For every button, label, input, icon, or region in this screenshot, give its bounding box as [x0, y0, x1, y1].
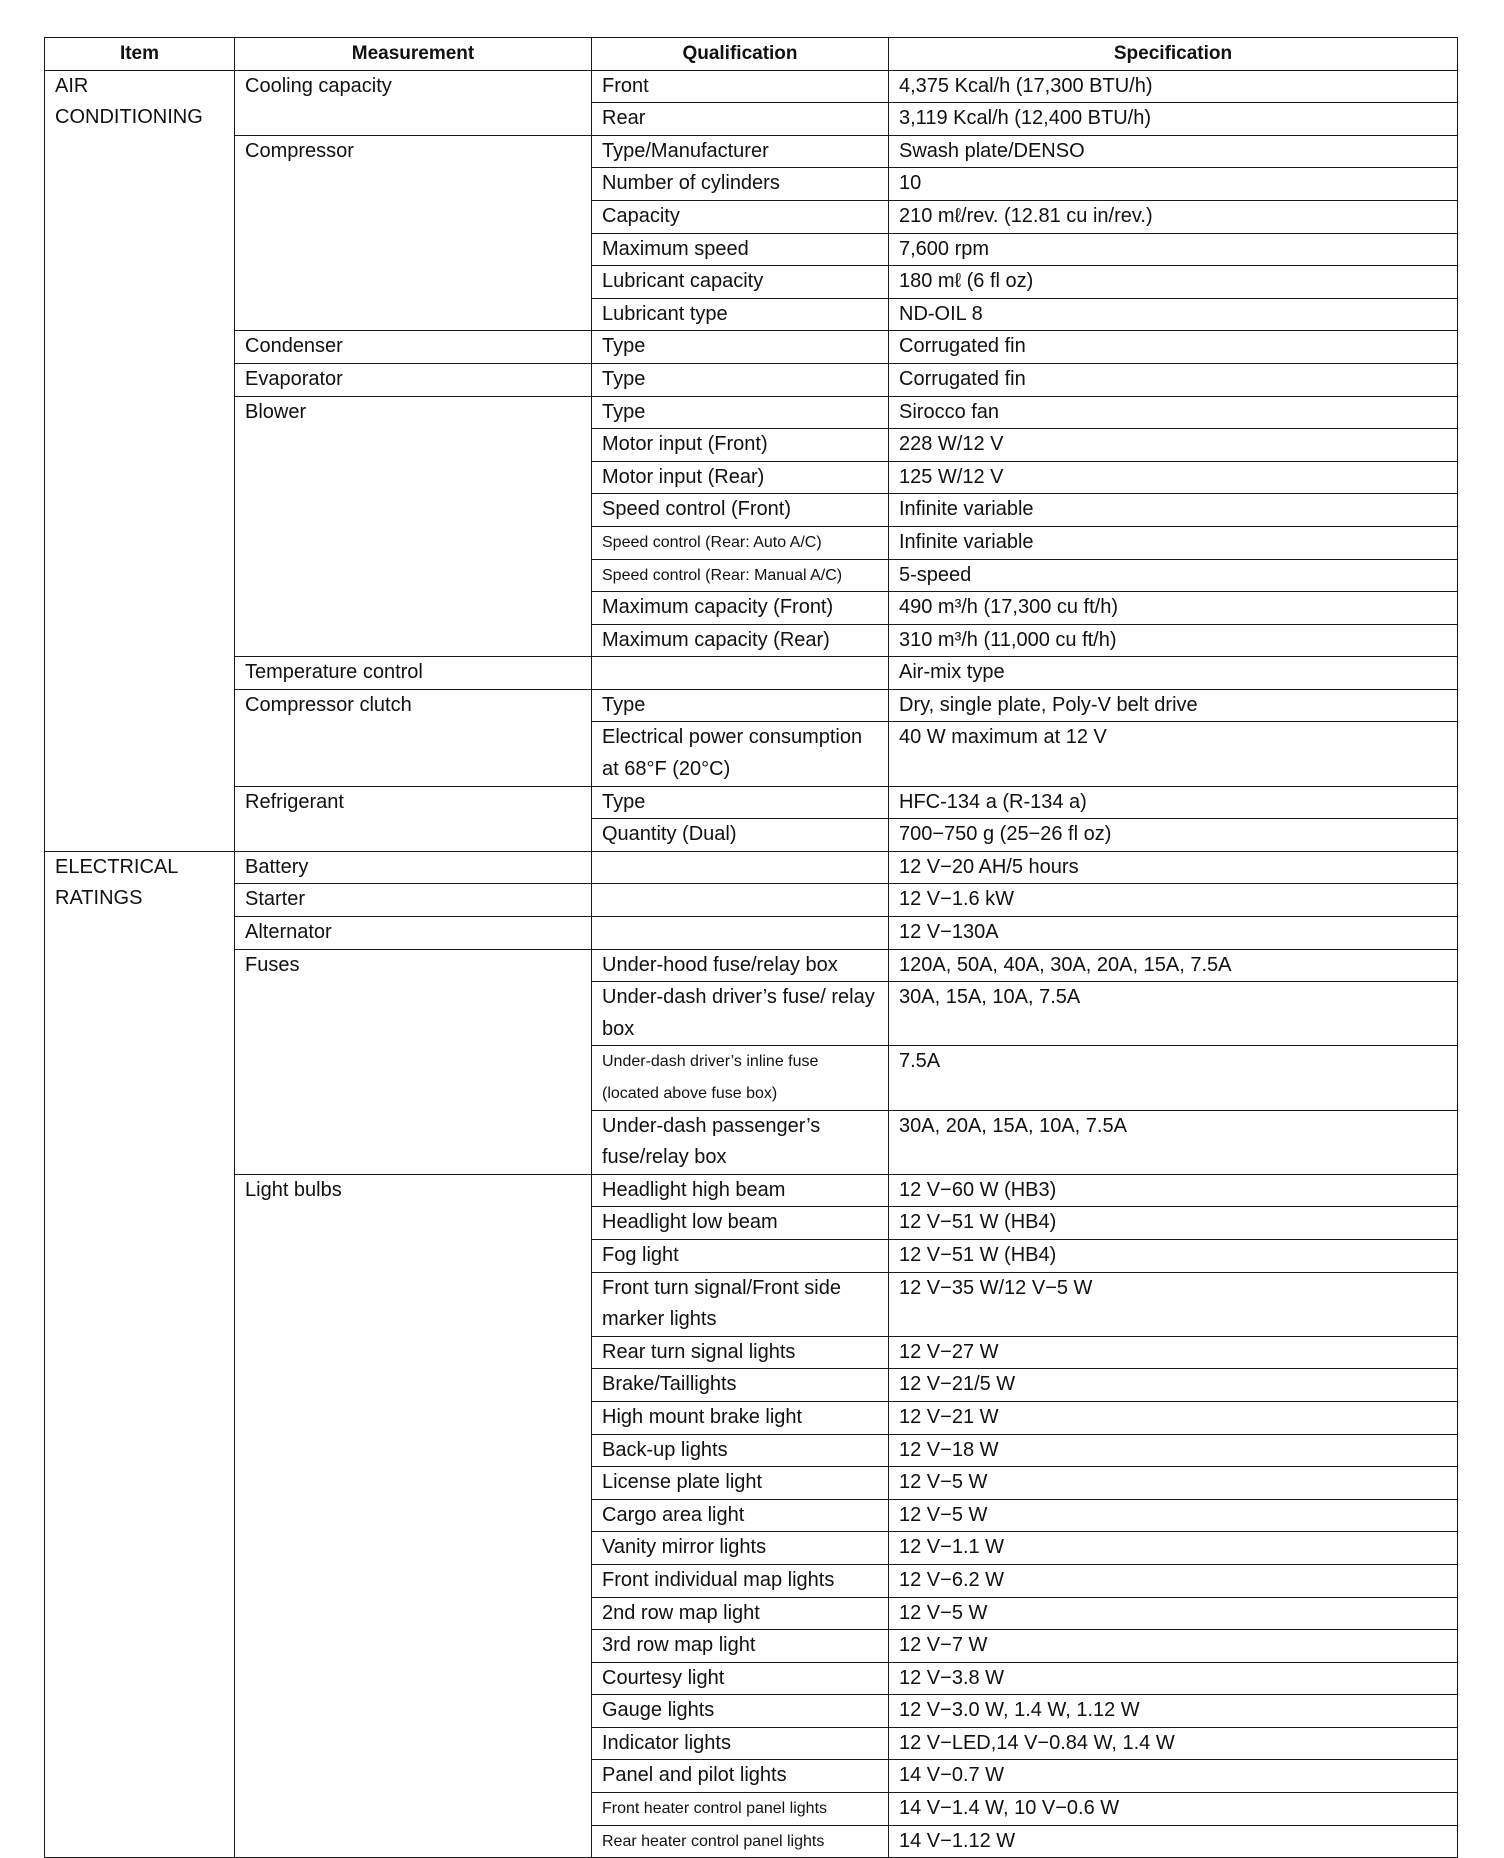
- specification-cell: 12 V−3.8 W: [889, 1662, 1458, 1695]
- table-row: [45, 884, 1458, 917]
- qualification-cell: Maximum capacity (Front): [592, 592, 889, 625]
- qualification-cell: Type/Manufacturer: [592, 135, 889, 168]
- table-row: [45, 949, 1458, 982]
- specification-cell: 14 V−0.7 W: [889, 1760, 1458, 1793]
- specification-cell: 4,375 Kcal/h (17,300 BTU/h): [889, 70, 1458, 103]
- specification-cell: 12 V−7 W: [889, 1630, 1458, 1663]
- qualification-cell: Type: [592, 363, 889, 396]
- measurement-cell: Alternator: [235, 917, 592, 950]
- specification-cell: 120A, 50A, 40A, 30A, 20A, 15A, 7.5A: [889, 949, 1458, 982]
- specification-cell: 125 W/12 V: [889, 461, 1458, 494]
- table-row: [45, 786, 1458, 819]
- measurement-cell: Temperature control: [235, 657, 592, 690]
- qualification-cell: Lubricant type: [592, 298, 889, 331]
- qualification-cell: Rear heater control panel lights: [592, 1825, 889, 1858]
- qualification-cell: Headlight low beam: [592, 1207, 889, 1240]
- qualification-cell: High mount brake light: [592, 1401, 889, 1434]
- header-item: Item: [45, 38, 235, 71]
- specification-cell: 14 V−1.4 W, 10 V−0.6 W: [889, 1793, 1458, 1826]
- item-cell: AIR CONDITIONING: [45, 70, 235, 851]
- specification-cell: 12 V−5 W: [889, 1597, 1458, 1630]
- specification-cell: 30A, 15A, 10A, 7.5A: [889, 982, 1458, 1046]
- table-row: [45, 689, 1458, 722]
- qualification-cell: Gauge lights: [592, 1695, 889, 1728]
- qualification-cell: Type: [592, 396, 889, 429]
- specification-cell: Swash plate/DENSO: [889, 135, 1458, 168]
- header-row: [45, 38, 1458, 71]
- table-row: [45, 331, 1458, 364]
- qualification-cell: Type: [592, 689, 889, 722]
- qualification-cell: Rear turn signal lights: [592, 1336, 889, 1369]
- specification-cell: 12 V−51 W (HB4): [889, 1239, 1458, 1272]
- table-row: [45, 135, 1458, 168]
- table-row: [45, 70, 1458, 103]
- specification-cell: 12 V−1.1 W: [889, 1532, 1458, 1565]
- spec-table: [44, 37, 1458, 1858]
- specification-cell: 700−750 g (25−26 fl oz): [889, 819, 1458, 852]
- qualification-cell: Under-dash passenger’s fuse/relay box: [592, 1110, 889, 1174]
- qualification-cell: Brake/Taillights: [592, 1369, 889, 1402]
- specification-cell: 12 V−5 W: [889, 1499, 1458, 1532]
- qualification-cell: Maximum capacity (Rear): [592, 624, 889, 657]
- qualification-cell: Quantity (Dual): [592, 819, 889, 852]
- qualification-cell: Fog light: [592, 1239, 889, 1272]
- specification-cell: 7.5A: [889, 1046, 1458, 1110]
- specification-cell: 12 V−21 W: [889, 1401, 1458, 1434]
- specification-cell: 12 V−1.6 kW: [889, 884, 1458, 917]
- measurement-cell: Compressor: [235, 135, 592, 331]
- table-body: [45, 70, 1458, 1858]
- specification-cell: Corrugated fin: [889, 363, 1458, 396]
- measurement-cell: Refrigerant: [235, 786, 592, 851]
- qualification-cell: Front: [592, 70, 889, 103]
- table-row: [45, 363, 1458, 396]
- table-row: [45, 1174, 1458, 1207]
- qualification-cell: Lubricant capacity: [592, 266, 889, 299]
- specification-cell: 5-speed: [889, 559, 1458, 592]
- specification-cell: 210 mℓ/rev. (12.81 cu in/rev.): [889, 200, 1458, 233]
- specification-cell: 12 V−130A: [889, 917, 1458, 950]
- qualification-cell: 3rd row map light: [592, 1630, 889, 1663]
- measurement-cell: Compressor clutch: [235, 689, 592, 786]
- measurement-cell: Fuses: [235, 949, 592, 1174]
- measurement-cell: Starter: [235, 884, 592, 917]
- qualification-cell: License plate light: [592, 1467, 889, 1500]
- specification-cell: 30A, 20A, 15A, 10A, 7.5A: [889, 1110, 1458, 1174]
- specification-cell: 10: [889, 168, 1458, 201]
- specification-cell: Corrugated fin: [889, 331, 1458, 364]
- qualification-cell: Indicator lights: [592, 1727, 889, 1760]
- qualification-cell: Type: [592, 331, 889, 364]
- specification-cell: 228 W/12 V: [889, 429, 1458, 462]
- table-row: [45, 851, 1458, 884]
- qualification-cell: Speed control (Rear: Auto A/C): [592, 526, 889, 559]
- qualification-cell: Back-up lights: [592, 1434, 889, 1467]
- specification-cell: HFC-134 a (R-134 a): [889, 786, 1458, 819]
- header-qualification: Qualification: [592, 38, 889, 71]
- specification-cell: 12 V−51 W (HB4): [889, 1207, 1458, 1240]
- specification-cell: 12 V−60 W (HB3): [889, 1174, 1458, 1207]
- qualification-cell: Maximum speed: [592, 233, 889, 266]
- qualification-cell: Front turn signal/Front side marker lights: [592, 1272, 889, 1336]
- specification-cell: Infinite variable: [889, 494, 1458, 527]
- specification-cell: 40 W maximum at 12 V: [889, 722, 1458, 786]
- measurement-cell: Cooling capacity: [235, 70, 592, 135]
- specification-cell: 12 V−35 W/12 V−5 W: [889, 1272, 1458, 1336]
- specification-cell: Dry, single plate, Poly-V belt drive: [889, 689, 1458, 722]
- specification-cell: 12 V−6.2 W: [889, 1564, 1458, 1597]
- specification-cell: 12 V−3.0 W, 1.4 W, 1.12 W: [889, 1695, 1458, 1728]
- qualification-cell: [592, 884, 889, 917]
- measurement-cell: Battery: [235, 851, 592, 884]
- specification-cell: 12 V−27 W: [889, 1336, 1458, 1369]
- qualification-cell: Capacity: [592, 200, 889, 233]
- specification-cell: 3,119 Kcal/h (12,400 BTU/h): [889, 103, 1458, 136]
- specification-cell: 310 m³/h (11,000 cu ft/h): [889, 624, 1458, 657]
- specification-cell: Air-mix type: [889, 657, 1458, 690]
- qualification-cell: Number of cylinders: [592, 168, 889, 201]
- specification-cell: 12 V−LED,14 V−0.84 W, 1.4 W: [889, 1727, 1458, 1760]
- qualification-cell: Electrical power consumption at 68°F (20°C): [592, 722, 889, 786]
- specification-cell: 490 m³/h (17,300 cu ft/h): [889, 592, 1458, 625]
- specification-cell: 12 V−18 W: [889, 1434, 1458, 1467]
- qualification-cell: Front heater control panel lights: [592, 1793, 889, 1826]
- specification-cell: 12 V−5 W: [889, 1467, 1458, 1500]
- qualification-cell: Front individual map lights: [592, 1564, 889, 1597]
- qualification-cell: Panel and pilot lights: [592, 1760, 889, 1793]
- specification-cell: 12 V−21/5 W: [889, 1369, 1458, 1402]
- qualification-cell: Rear: [592, 103, 889, 136]
- item-cell: ELECTRICAL RATINGS: [45, 851, 235, 1857]
- specification-cell: 12 V−20 AH/5 hours: [889, 851, 1458, 884]
- specification-cell: 7,600 rpm: [889, 233, 1458, 266]
- header-specification: Specification: [889, 38, 1458, 71]
- table-row: [45, 917, 1458, 950]
- header-measurement: Measurement: [235, 38, 592, 71]
- measurement-cell: Evaporator: [235, 363, 592, 396]
- table-row: [45, 396, 1458, 429]
- qualification-cell: Cargo area light: [592, 1499, 889, 1532]
- specification-cell: Sirocco fan: [889, 396, 1458, 429]
- qualification-cell: Motor input (Rear): [592, 461, 889, 494]
- qualification-cell: Speed control (Front): [592, 494, 889, 527]
- qualification-cell: Type: [592, 786, 889, 819]
- specification-cell: 180 mℓ (6 fl oz): [889, 266, 1458, 299]
- specification-cell: Infinite variable: [889, 526, 1458, 559]
- qualification-cell: Speed control (Rear: Manual A/C): [592, 559, 889, 592]
- qualification-cell: Courtesy light: [592, 1662, 889, 1695]
- measurement-cell: Light bulbs: [235, 1174, 592, 1857]
- table-row: [45, 657, 1458, 690]
- specification-cell: ND-OIL 8: [889, 298, 1458, 331]
- qualification-cell: Headlight high beam: [592, 1174, 889, 1207]
- measurement-cell: Condenser: [235, 331, 592, 364]
- qualification-cell: Under-dash driver’s inline fuse (located above fuse box): [592, 1046, 889, 1110]
- qualification-cell: Under-hood fuse/relay box: [592, 949, 889, 982]
- measurement-cell: Blower: [235, 396, 592, 657]
- qualification-cell: 2nd row map light: [592, 1597, 889, 1630]
- qualification-cell: Under-dash driver’s fuse/ relay box: [592, 982, 889, 1046]
- qualification-cell: Motor input (Front): [592, 429, 889, 462]
- specification-cell: 14 V−1.12 W: [889, 1825, 1458, 1858]
- qualification-cell: [592, 851, 889, 884]
- qualification-cell: Vanity mirror lights: [592, 1532, 889, 1565]
- qualification-cell: [592, 657, 889, 690]
- qualification-cell: [592, 917, 889, 950]
